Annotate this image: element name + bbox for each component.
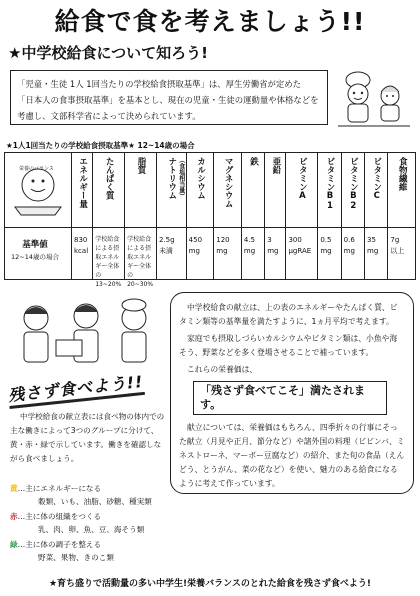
cell-value: 830	[74, 236, 88, 244]
table-cell	[344, 235, 364, 257]
table-cell	[159, 235, 186, 257]
column-header: 食物繊維	[397, 157, 408, 191]
column-header: マグネシウム	[223, 157, 234, 208]
food-groups-text	[10, 410, 168, 466]
cell-unit: mg	[216, 247, 228, 255]
table-cell	[189, 235, 214, 257]
cell-value: 4.5	[243, 236, 256, 244]
cell-value: 3	[267, 236, 272, 244]
intro-box	[10, 70, 328, 125]
table-cell	[390, 235, 415, 257]
column-header: カルシウム	[195, 157, 206, 200]
cell-value: 35	[367, 236, 376, 244]
table-cell	[74, 235, 92, 257]
food-group-role: …主に体の組織をつくる	[17, 512, 102, 521]
cell-unit: mg	[343, 247, 355, 255]
food-group-color: 緑	[10, 540, 18, 549]
menu-paragraph-4: 献立については、栄養価はもちろん、四季折々の行事にそった献立（月見や正月、節分など）や諸外国の料理（ビビンバ、ミネストローネ、マーボー豆腐など）の紹介、また旬の食品（えんどう、とうがん、菜の花など）を使い、魅力のある給食になるように考えて作っています。	[179, 423, 405, 488]
table-column	[71, 153, 92, 279]
cell-unit: mg	[188, 247, 200, 255]
food-group-foods: 乳、肉、卵、魚、豆、海そう類	[38, 525, 145, 534]
table-caption: ★1人1回当たりの学校給食摂取基準★ 12~14歳の場合	[6, 141, 195, 150]
cell-unit: mg	[367, 247, 379, 255]
column-header: ビタミンB2	[348, 157, 359, 211]
cell-value: 2.5g	[158, 236, 175, 244]
column-header: 脂質	[136, 157, 146, 174]
cell-value: 0.5	[320, 236, 332, 244]
table-cell	[95, 235, 124, 289]
food-group-foods: 野菜、果物、きのこ類	[38, 553, 114, 562]
column-header: ビタミンA	[297, 157, 308, 201]
food-group-row	[10, 482, 170, 508]
food-group-role: …主に体の調子を整える	[17, 540, 102, 549]
table-column	[213, 153, 241, 279]
table-cell	[320, 235, 340, 257]
cell-value: 300	[288, 236, 302, 244]
table-column	[186, 153, 214, 279]
footer-message: ★育ち盛りで活動量の多い中学生!栄養バランスのとれた給食を残さず食べよう!	[48, 579, 371, 589]
column-header: 鉄	[248, 157, 259, 166]
table-cell	[216, 235, 241, 257]
table-cell	[288, 235, 317, 257]
table-column	[317, 153, 340, 279]
column-header: たんぱく質	[104, 157, 115, 200]
intro-line-3: 考慮し、文部科学省によって決められています。	[17, 111, 201, 121]
food-groups-intro: 中学校給食の献立表には食べ物の体内での主な働きによって3つのグループに分けて、黄・赤・緑で示しています。働きを確認しながら食べましょう。	[10, 412, 165, 463]
cell-unit: mg	[243, 247, 256, 255]
balance-label: 栄養のバランス	[19, 166, 54, 172]
table-column	[364, 153, 387, 279]
row-label: 基準値	[22, 240, 48, 250]
menu-explanation-box	[170, 292, 414, 494]
table-cell	[267, 235, 285, 257]
column-header-sub: （食塩相当量）	[177, 157, 185, 199]
cell-value: 学校給食による摂取エネルギー全体の 20~30%	[127, 236, 154, 288]
column-header: ビタミンB1	[324, 157, 335, 211]
cell-unit: mg	[267, 247, 279, 255]
cell-unit: kcal	[74, 247, 89, 255]
food-group-row	[10, 538, 170, 564]
cell-value: 120	[216, 236, 230, 244]
column-header: 亜鉛	[270, 157, 281, 174]
table-column	[285, 153, 317, 279]
row-sublabel: 12~14歳の場合	[11, 253, 59, 261]
highlight-message: 「残さず食べてこそ」満たされます。	[193, 381, 387, 415]
page-title: 給食で食を考えましょう!!	[54, 7, 366, 36]
menu-paragraph-2: 家庭でも摂取しづらいカルシウムやビタミン類は、小魚や海そう、野菜などを多く登場させることで補っています。	[179, 334, 398, 357]
table-column	[387, 153, 415, 279]
food-group-role: …主にエネルギーになる	[17, 484, 102, 493]
table-column	[124, 153, 156, 288]
section-heading-school-lunch: ★中学校給食について知ろう!	[8, 44, 208, 62]
cell-unit: mg	[320, 247, 332, 255]
table-cell	[367, 235, 387, 257]
cell-value: 学校給食による摂取エネルギー全体の 13~20%	[95, 236, 122, 288]
intro-line-2: 「日本人の食事摂取基準」を基本とし、現在の児童・生徒の運動量や体格などを	[17, 95, 319, 105]
cell-unit: 以上	[390, 247, 405, 255]
leave-nothing-banner: 残さず食べよう!!	[7, 369, 145, 409]
table-column	[341, 153, 364, 279]
menu-paragraph-1: 中学校給食の献立は、上の表のエネルギーやたんぱく質、ビタミン類等の基準量を満たすように、1ヵ月平均で考えます。	[179, 303, 398, 326]
table-column	[92, 153, 124, 288]
table-cell	[244, 235, 264, 257]
table-column	[241, 153, 264, 279]
column-header: エネルギー量	[77, 157, 88, 208]
cell-value: 0.6	[343, 236, 355, 244]
food-group-foods: 穀類、いも、油脂、砂糖、種実類	[38, 497, 152, 506]
cell-unit: 未満	[158, 247, 173, 255]
cell-unit: μgRAE	[288, 247, 312, 255]
food-group-color: 赤	[10, 512, 18, 521]
table-column	[156, 153, 186, 279]
table-column	[264, 153, 285, 279]
intro-line-1: 「児童・生徒 1人 1回当たりの学校給食摂取基準」は、厚生労働省が定めた	[17, 79, 301, 89]
food-group-color: 黄	[10, 484, 18, 493]
food-group-row	[10, 510, 170, 536]
students-illustration	[6, 296, 166, 368]
table-cell	[127, 235, 156, 289]
cell-value: 7g	[390, 236, 400, 244]
column-header: ナトリウム	[166, 157, 177, 200]
cell-value: 450	[188, 236, 203, 244]
column-header: ビタミンC	[371, 157, 382, 201]
chef-illustration	[336, 68, 412, 132]
menu-paragraph-3: これらの栄養価は、	[187, 365, 258, 374]
